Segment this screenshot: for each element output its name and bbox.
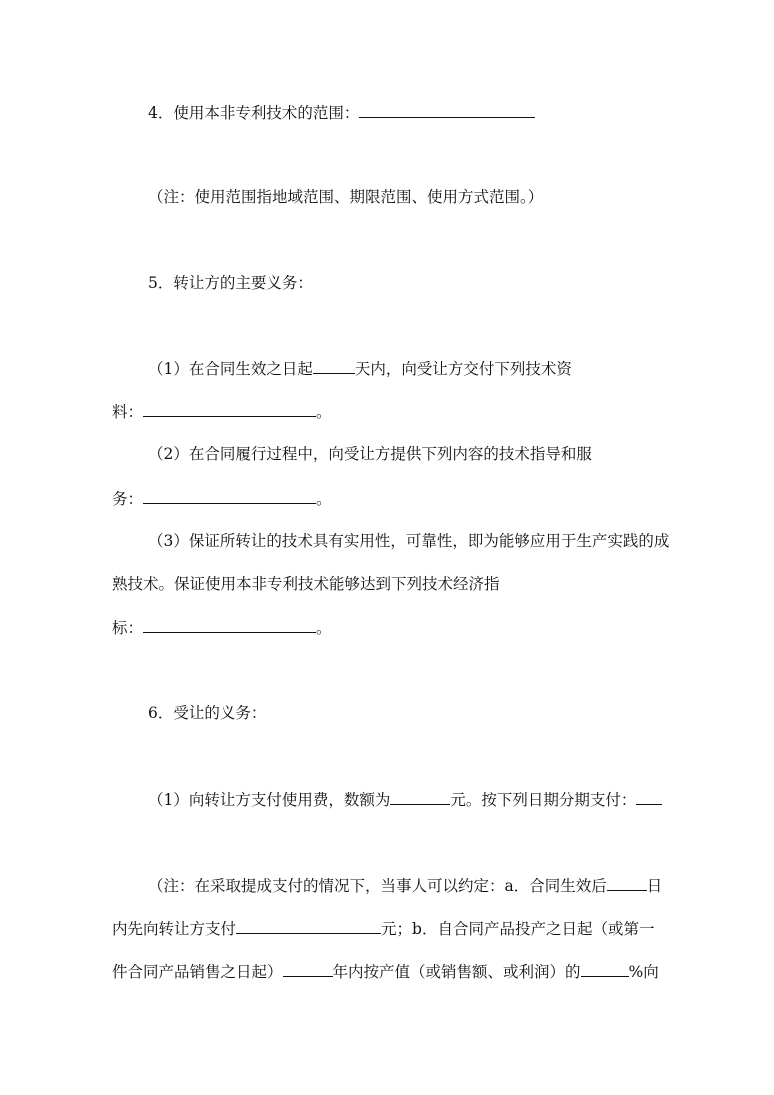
clause-5-1-text-d: 。 (316, 403, 332, 421)
clause-5-1-text-c: 料： (112, 403, 144, 421)
clause-4-text: 4．使用本非专利技术的范围： (148, 104, 360, 122)
blank-field (313, 357, 355, 374)
note-royalty-text-g: %向 (628, 963, 659, 981)
clause-5-3-text-c: 标： (112, 619, 144, 637)
blank-field (143, 616, 316, 633)
blank-field (283, 960, 333, 977)
blank-field (607, 874, 647, 891)
clause-5-1-text-a: （1）在合同生效之日起 (148, 360, 313, 378)
clause-6-1-text-b: 元。按下列日期分期支付： (450, 791, 637, 809)
note-royalty-text-e: 件合同产品销售之日起） (112, 963, 283, 981)
blank-field (636, 788, 662, 805)
blank-field (236, 917, 381, 934)
clause-5-2-text-c: 务： (112, 490, 144, 508)
clause-5-3-line3 (112, 616, 672, 639)
blank-field (581, 960, 629, 977)
note-usage-scope: （注：使用范围指地域范围、期限范围、使用方式范围。） (148, 188, 544, 206)
clause-4 (148, 101, 672, 124)
clause-5-2-line2 (112, 487, 672, 510)
note-royalty-text-c: 内先向转让方支付 (112, 920, 237, 938)
clause-5-1-line1 (148, 357, 672, 380)
note-royalty-text-b: 日 (646, 877, 663, 895)
note-royalty-text-f: 年内按产值（或销售额、或利润）的 (332, 963, 581, 981)
clause-5-1-line2 (112, 400, 672, 423)
blank-field (143, 400, 316, 417)
note-royalty-text-a: （注：在采取提成支付的情况下，当事人可以约定：a．合同生效后 (148, 877, 607, 895)
blank-field (390, 788, 450, 805)
blank-field (143, 487, 316, 504)
note-royalty-line2 (112, 917, 672, 940)
note-royalty-text-d: 元；b．自合同产品投产之日起（或第一 (381, 920, 655, 938)
note-royalty-line3 (112, 960, 672, 983)
clause-6-1 (148, 788, 672, 811)
clause-5-3-text-d: 。 (316, 619, 332, 637)
clause-6-heading: 6．受让的义务： (148, 704, 267, 722)
clause-5-1-text-b: 天内，向受让方交付下列技术资 (354, 360, 572, 378)
clause-6-1-text-a: （1）向转让方支付使用费，数额为 (148, 791, 391, 809)
clause-5-heading: 5．转让方的主要义务： (148, 274, 313, 292)
note-royalty-line1 (148, 874, 672, 897)
clause-5-3-line2: 熟技术。保证使用本非专利技术能够达到下列技术经济指 (112, 575, 500, 593)
clause-5-2-text-d: 。 (316, 490, 332, 508)
clause-5-2-line1: （2）在合同履行过程中，向受让方提供下列内容的技术指导和服 (148, 445, 592, 463)
clause-5-3-line1: （3）保证所转让的技术具有实用性，可靠性，即为能够应用于生产实践的成 (148, 532, 670, 550)
blank-field (359, 101, 535, 118)
